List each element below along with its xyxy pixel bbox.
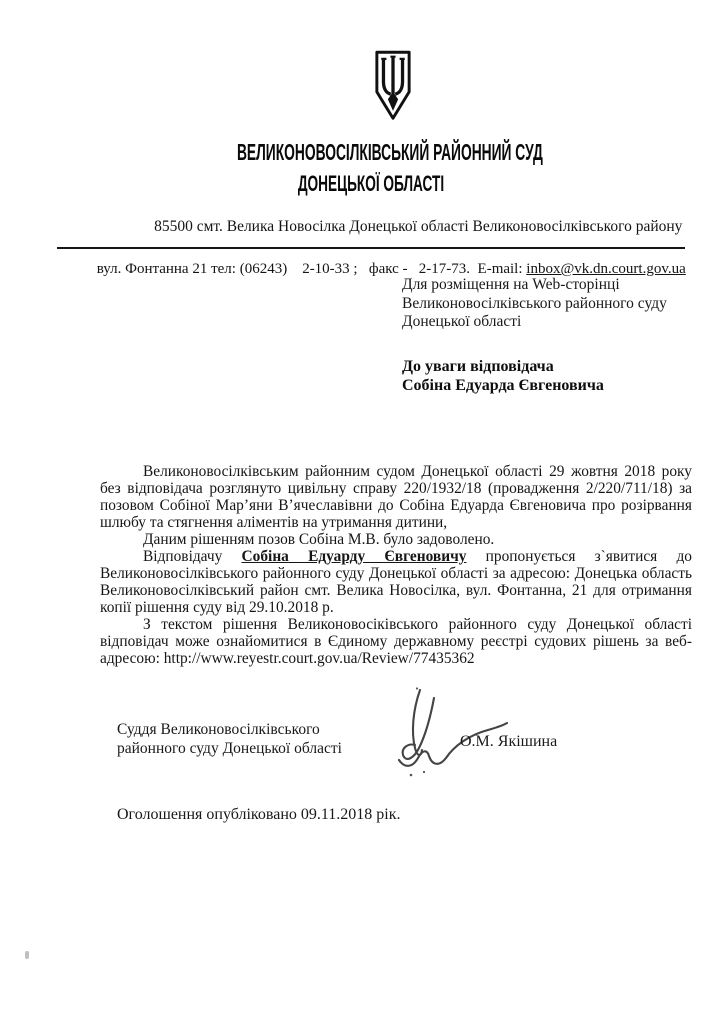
court-name-line1: ВЕЛИКОНОВОСІЛКІВСЬКИЙ РАЙОННИЙ СУД xyxy=(236,139,543,165)
court-contacts-text: вул. Фонтанна 21 тел: (06243) 2-10-33 ; факс - 2-17-73. E-mail: xyxy=(96,261,527,277)
web-note-line3: Донецької області xyxy=(402,313,522,330)
court-address-line1: 85500 смт. Велика Новосілка Донецької області Великоновосілківського району xyxy=(154,218,683,235)
court-name xyxy=(0,138,725,201)
scan-artifact-speck xyxy=(25,951,29,959)
notice-body xyxy=(100,463,692,667)
judge-title xyxy=(117,720,342,758)
attention-line2: Собіна Едуарда Євгеновича xyxy=(402,377,604,394)
ukraine-trident-emblem-icon xyxy=(371,49,415,123)
judge-title-line2: районного суду Донецької області xyxy=(117,740,342,757)
judge-title-line1: Суддя Великоновосілківського xyxy=(117,721,320,738)
court-name-line2: ДОНЕЦЬКОЇ ОБЛАСТІ xyxy=(297,171,444,196)
judge-name: О.М. Якішина xyxy=(460,733,558,750)
web-note-line1: Для розміщення на Web-сторінці xyxy=(402,276,620,293)
body-paragraph-registry: З текстом рішення Великоновосіківського районного суду Донецької області відповідач може ознайомитися в Єдиному державному реєстрі судових рішень за веб-адресою: http://www.reyestr.court.gov.ua/Review/77435362 xyxy=(100,616,692,667)
respondent-name-emphasis: Собіна Едуарду Євгеновичу xyxy=(241,548,467,565)
body-paragraph-summons: Відповідачу Собіна Едуарду Євгеновичу пропонується з`явитися до Великоновосілківського районного суду Донецької області за адресою: Донецька область Великоновосілківський район смт. Велика Новосілка, вул. Фонтанна, 21 для отримання копії рішення суду від 29.10.2018 р. xyxy=(100,548,692,616)
header-divider-rule xyxy=(57,247,685,249)
publication-date-line: Оголошення опубліковано 09.11.2018 рік. xyxy=(117,806,401,823)
attention-line1: До уваги відповідача xyxy=(402,358,554,375)
body-paragraph-case: Великоновосілківським районним судом Донецької області 29 жовтня 2018 року без відповідача розглянуто цивільну справу 220/1932/18 (провадження 2/220/711/18) за позовом Собіної Мар’яни В’ячеславівни до Собіна Едуарда Євгеновича про розірвання шлюбу та стягнення аліментів на утримання дитини, xyxy=(100,463,692,531)
attention-block xyxy=(402,357,604,395)
web-note-line2: Великоновосілківського районного суду xyxy=(402,294,667,312)
body-paragraph-decision: Даним рішенням позов Собіна М.В. було задоволено. xyxy=(143,531,495,548)
web-placement-note xyxy=(402,276,667,332)
court-email: inbox@vk.dn.court.gov.ua xyxy=(526,261,686,277)
registry-url: http://www.reyestr.court.gov.ua/Review/77435362 xyxy=(163,650,475,667)
